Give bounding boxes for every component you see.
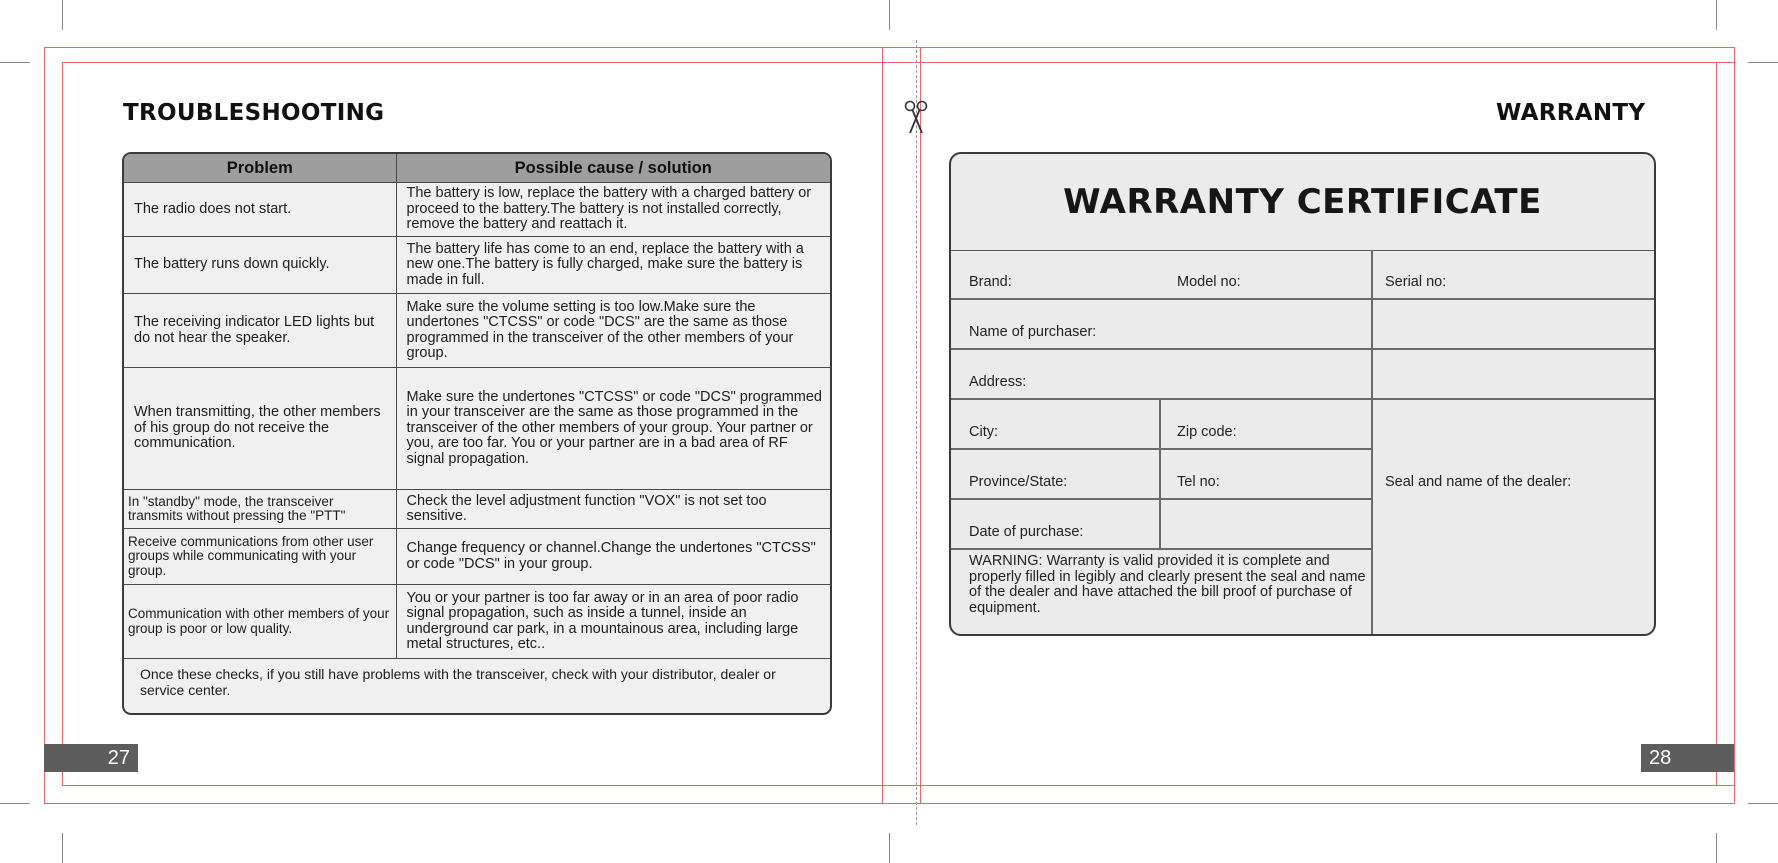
crop-mark	[62, 0, 63, 30]
warranty-title: WARRANTY	[1496, 100, 1646, 126]
table-row	[124, 183, 830, 237]
crop-mark	[0, 62, 30, 63]
crop-mark	[62, 833, 63, 863]
solution-cell: The battery life has come to an end, replace the battery with a new one.The battery is fully charged, make sure the battery is made in full.	[396, 237, 830, 294]
solution-cell: The battery is low, replace the battery with a charged battery or proceed to the battery.The battery is not installed correctly, remove the battery and reattach it.	[396, 183, 830, 237]
column-header-solution: Possible cause / solution	[396, 154, 830, 183]
trim-line-bottom	[44, 803, 1734, 804]
grid-line	[951, 548, 1371, 550]
page-number-text: 27	[107, 747, 130, 769]
grid-line	[1159, 398, 1161, 548]
crop-mark	[1716, 833, 1717, 863]
grid-line	[1371, 250, 1373, 634]
tel-label: Tel no:	[1177, 474, 1220, 490]
scissors-icon	[903, 100, 929, 136]
certificate-title: WARRANTY CERTIFICATE	[951, 154, 1654, 251]
crop-mark	[889, 0, 890, 30]
problem-cell: The radio does not start.	[124, 183, 396, 237]
table-row	[124, 585, 830, 659]
crop-mark	[0, 803, 30, 804]
troubleshooting-footer-note: Once these checks, if you still have problems with the transceiver, check with your distributor, dealer or service center.	[140, 666, 776, 698]
zip-label: Zip code:	[1177, 424, 1237, 440]
solution-cell: Check the level adjustment function "VOX" is not set too sensitive.	[396, 490, 830, 529]
table-row	[124, 368, 830, 490]
province-label: Province/State:	[969, 474, 1068, 490]
solution-cell: You or your partner is too far away or in an area of poor radio signal propagation, such as inside a tunnel, inside an underground car park, in a mountainous area, including large metal structures, etc..	[396, 585, 830, 659]
table-row	[124, 529, 830, 585]
page-number-right	[1641, 744, 1734, 772]
grid-line	[951, 348, 1654, 350]
trim-line-right	[1734, 47, 1735, 804]
problem-cell: The battery runs down quickly.	[124, 237, 396, 294]
purchaser-label: Name of purchaser:	[969, 324, 1097, 340]
warranty-certificate	[949, 152, 1656, 636]
table-row	[124, 490, 830, 529]
serial-label: Serial no:	[1385, 274, 1447, 290]
column-header-problem: Problem	[124, 154, 396, 183]
crop-mark	[1748, 803, 1778, 804]
grid-line	[951, 498, 1371, 500]
page-number-text: 28	[1649, 747, 1672, 769]
trim-line-right-inner	[1716, 62, 1717, 786]
solution-cell: Make sure the volume setting is too low.Make sure the undertones "CTCSS" or code "DCS" are the same as those programmed in the transceiver of the other members of your group.	[396, 294, 830, 368]
solution-cell: Change frequency or channel.Change the undertones "CTCSS" or code "DCS" in your group.	[396, 529, 830, 585]
address-label: Address:	[969, 374, 1027, 390]
troubleshooting-table	[122, 152, 832, 715]
crop-mark	[1716, 0, 1717, 30]
problem-cell: Receive communications from other user groups while communicating with your group.	[124, 529, 396, 585]
cut-line	[916, 40, 917, 825]
brand-label: Brand:	[969, 274, 1012, 290]
problem-cell: When transmitting, the other members of his group do not receive the communication.	[124, 368, 396, 490]
trim-line-left	[44, 47, 45, 804]
grid-line	[951, 448, 1371, 450]
trim-line-center-left	[882, 47, 883, 804]
grid-line	[951, 298, 1654, 300]
table-row	[124, 237, 830, 294]
trim-line-center-right	[920, 47, 921, 804]
trim-line-bottom-inner	[62, 785, 1735, 786]
trim-line-top-inner	[62, 62, 1735, 63]
page-number-left	[44, 744, 138, 772]
trim-line-top	[44, 47, 1734, 48]
problem-cell: Communication with other members of your group is poor or low quality.	[124, 585, 396, 659]
trim-line-left-inner	[62, 62, 63, 786]
problem-cell: The receiving indicator LED lights but do not hear the speaker.	[124, 294, 396, 368]
date-label: Date of purchase:	[969, 524, 1084, 540]
problem-cell: In "standby" mode, the transceiver transmits without pressing the "PTT"	[124, 490, 396, 529]
grid-line	[951, 398, 1654, 400]
city-label: City:	[969, 424, 998, 440]
warranty-warning: WARNING: Warranty is valid provided it is complete and properly filled in legibly and clearly present the seal and name of the dealer and have attached the bill proof of purchase of equipment.	[969, 553, 1366, 616]
table-row	[124, 294, 830, 368]
crop-mark	[889, 833, 890, 863]
crop-mark	[1748, 62, 1778, 63]
model-label: Model no:	[1177, 274, 1241, 290]
solution-cell: Make sure the undertones "CTCSS" or code "DCS" programmed in your transceiver are the same as those programmed in the transceiver of the other members of your group. Your partner or you, are too far. You or your partner are in a bad area of RF signal propagation.	[396, 368, 830, 490]
seal-label: Seal and name of the dealer:	[1385, 474, 1572, 490]
troubleshooting-title: TROUBLESHOOTING	[123, 100, 385, 126]
